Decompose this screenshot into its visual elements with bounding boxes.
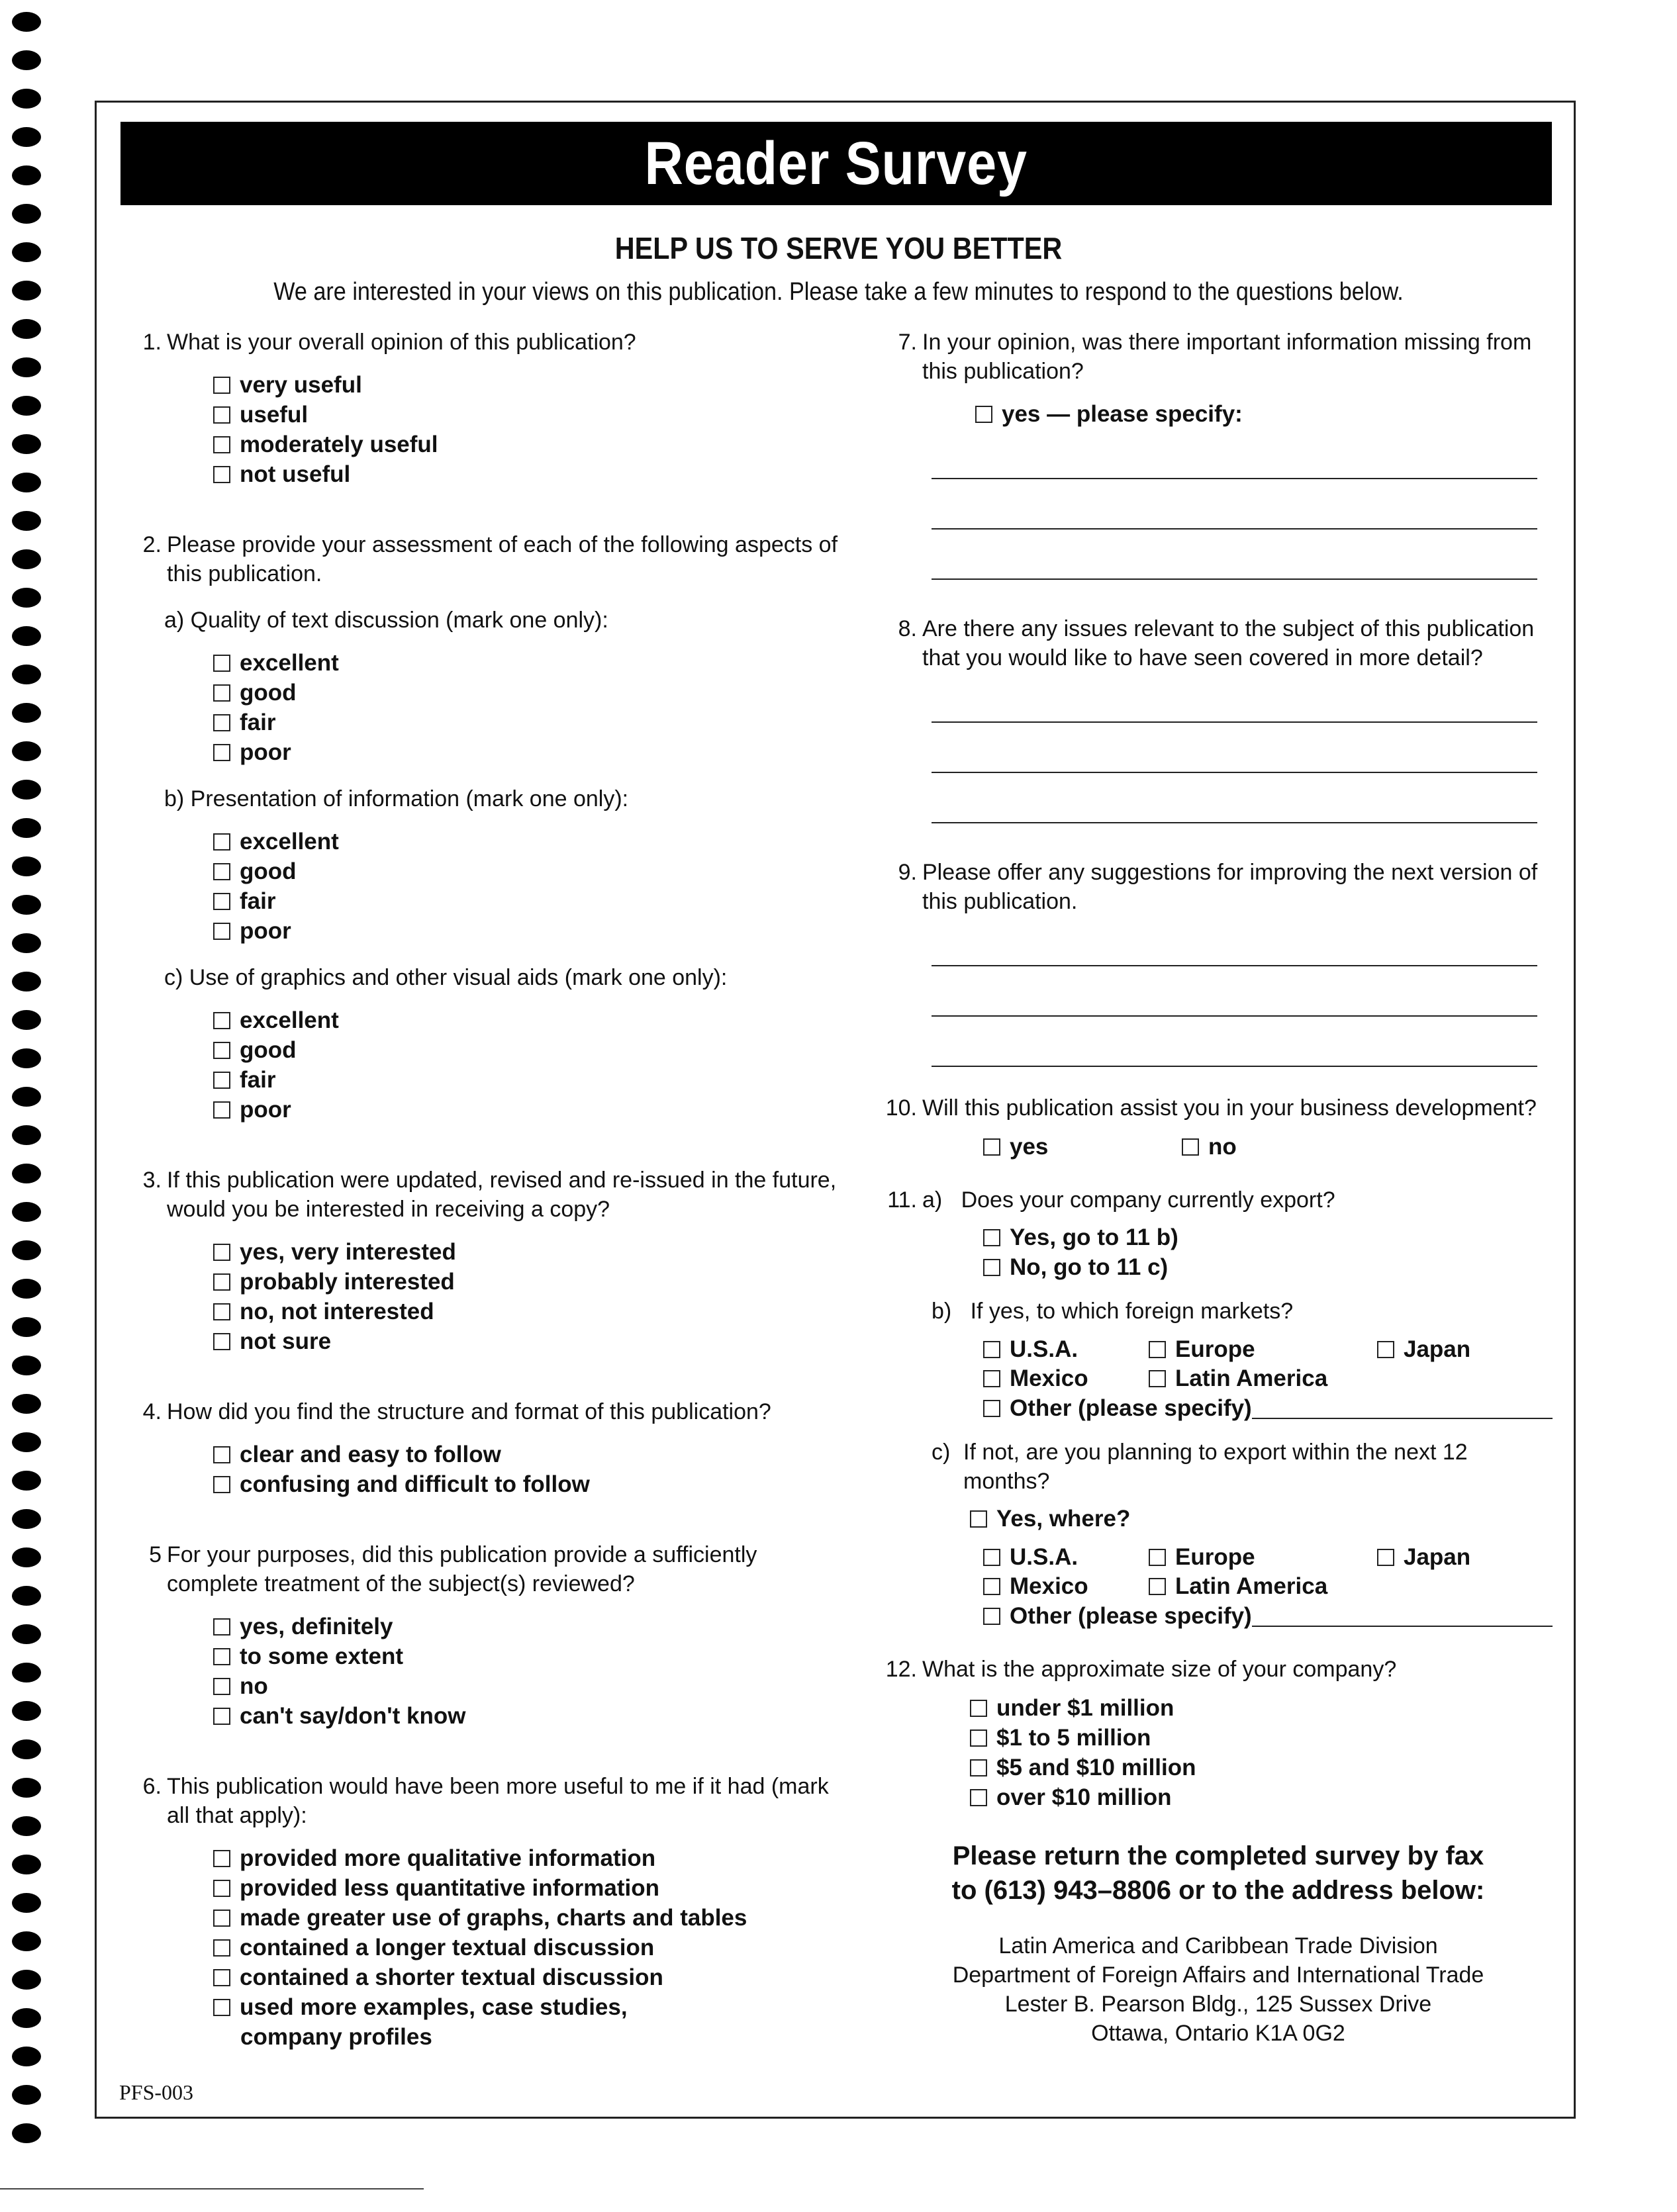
binding-hole (12, 588, 41, 608)
checkbox[interactable] (213, 1072, 230, 1089)
return-instructions (884, 1839, 1553, 1908)
binding-hole (12, 1010, 41, 1030)
checkbox[interactable] (213, 406, 230, 424)
question-text: Will this publication assist you in your business development? (922, 1095, 1537, 1121)
binding-hole (12, 1970, 41, 1990)
option-probably-interested[interactable]: probably interested (213, 1267, 849, 1297)
binding-hole (12, 319, 41, 339)
checkbox[interactable] (213, 1244, 230, 1261)
option-less-quantitative[interactable]: provided less quantitative information (213, 1873, 849, 1903)
option-fair[interactable]: fair (213, 708, 849, 737)
option-list (884, 1601, 1553, 1631)
question-12 (884, 1655, 1553, 1812)
binding-hole (12, 1931, 41, 1951)
option-5-and-10-million[interactable]: $5 and $10 million (970, 1753, 1553, 1782)
subpart-c (134, 963, 849, 1125)
checkbox[interactable] (213, 655, 230, 672)
question-number: 12. (885, 1657, 917, 1682)
option-excellent[interactable]: excellent (213, 827, 849, 856)
binding-hole (12, 1855, 41, 1874)
checkbox[interactable] (213, 1999, 230, 2016)
option-fair[interactable]: fair (213, 1065, 849, 1095)
binding-hole (12, 2008, 41, 2028)
option-list (884, 1393, 1553, 1423)
binding-hole (12, 1547, 41, 1567)
checkbox[interactable] (1149, 1578, 1166, 1595)
checkbox[interactable] (983, 1259, 1000, 1276)
binding-hole (12, 127, 41, 147)
checkbox[interactable] (975, 406, 992, 423)
option-list (884, 1222, 1553, 1282)
answer-lines (884, 429, 1553, 580)
binding-hole (12, 1356, 41, 1375)
option-usa[interactable]: U.S.A. (983, 1543, 1149, 1572)
question-number: 3. (142, 1168, 162, 1193)
binding-holes (12, 12, 45, 2196)
option-more-qualitative[interactable]: provided more qualitative information (213, 1843, 849, 1873)
option-longer-discussion[interactable]: contained a longer textual discussion (213, 1933, 849, 1962)
subpart-label: a) (922, 1187, 943, 1213)
checkbox[interactable] (213, 1303, 230, 1320)
subpart-a (134, 606, 849, 767)
question-text: Does your company currently export? (961, 1187, 1335, 1213)
question-number: 1. (142, 330, 162, 355)
question-3 (134, 1166, 849, 1356)
option-continuation: company profiles (240, 2023, 432, 2050)
question-9 (884, 858, 1553, 1067)
binding-hole (12, 1893, 41, 1913)
option-list (134, 1612, 849, 1731)
option-poor[interactable]: poor (213, 916, 849, 946)
page-title: Reader Survey (644, 130, 1028, 197)
question-text: Please offer any suggestions for improving the next version of this publication. (922, 860, 1538, 914)
form-code: PFS-003 (119, 2080, 194, 2104)
answer-lines (884, 672, 1553, 823)
question-number: 8. (898, 616, 917, 641)
binding-hole (12, 12, 41, 32)
option-yes[interactable]: yes (983, 1132, 1182, 1162)
question-text: What is your overall opinion of this publication? (167, 330, 636, 355)
option-list (884, 1693, 1553, 1812)
option-shorter-discussion[interactable]: contained a shorter textual discussion (213, 1962, 849, 1992)
checkbox[interactable] (970, 1729, 987, 1747)
checkbox[interactable] (213, 1678, 230, 1695)
option-under-1-million[interactable]: under $1 million (970, 1693, 1553, 1723)
question-5 (134, 1540, 849, 1731)
subtitle: HELP US TO SERVE YOU BETTER (614, 231, 1063, 265)
checkbox[interactable] (213, 1969, 230, 1986)
binding-hole (12, 2047, 41, 2066)
binding-hole (12, 665, 41, 684)
checkbox[interactable] (1377, 1341, 1394, 1358)
binding-hole (12, 933, 41, 953)
option-excellent[interactable]: excellent (213, 1005, 849, 1035)
option-no[interactable]: no (213, 1671, 849, 1701)
binding-hole (12, 741, 41, 761)
option-japan[interactable]: Japan (1377, 1543, 1509, 1572)
subpart-label: a) Quality of text discussion (mark one only): (164, 608, 608, 633)
question-1 (134, 328, 849, 489)
binding-hole (12, 1048, 41, 1068)
binding-hole (12, 1164, 41, 1183)
subpart-label: c) Use of graphics and other visual aids (mark one only): (164, 965, 728, 990)
binding-hole (12, 1202, 41, 1222)
binding-hole (12, 1240, 41, 1260)
checkbox[interactable] (213, 714, 230, 731)
option-cant-say[interactable]: can't say/don't know (213, 1701, 849, 1731)
question-text: What is the approximate size of your company? (922, 1657, 1397, 1682)
market-options-b (884, 1335, 1553, 1393)
title-banner (120, 122, 1552, 205)
option-list (134, 1237, 849, 1356)
binding-hole (12, 780, 41, 800)
checkbox[interactable] (213, 923, 230, 940)
address-line: Ottawa, Ontario K1A 0G2 (1091, 2021, 1345, 2046)
binding-hole (12, 549, 41, 569)
checkbox[interactable] (213, 1273, 230, 1291)
binding-hole (12, 357, 41, 377)
question-text: If yes, to which foreign markets? (970, 1299, 1294, 1324)
option-mexico[interactable]: Mexico (983, 1364, 1149, 1393)
checkbox[interactable] (983, 1400, 1000, 1417)
market-options-c (884, 1543, 1553, 1601)
binding-hole (12, 511, 41, 531)
right-column (884, 328, 1553, 2048)
option-more-graphs[interactable]: made greater use of graphs, charts and tables (213, 1903, 849, 1933)
binding-hole (12, 1663, 41, 1682)
option-yes-go-11b[interactable]: Yes, go to 11 b) (983, 1222, 1553, 1252)
option-more-examples[interactable]: used more examples, case studies, (213, 1992, 849, 2022)
binding-hole (12, 473, 41, 492)
question-6 (134, 1772, 849, 2052)
checkbox[interactable] (970, 1789, 987, 1806)
option-list (164, 648, 849, 767)
answer-line[interactable] (932, 530, 1537, 580)
binding-hole (12, 972, 41, 991)
mailing-address (884, 1931, 1553, 2048)
checkbox[interactable] (983, 1370, 1000, 1387)
binding-hole (12, 1125, 41, 1145)
option-europe[interactable]: Europe (1149, 1543, 1377, 1572)
binding-hole (12, 89, 41, 109)
answer-line[interactable] (932, 773, 1537, 823)
checkbox[interactable] (213, 863, 230, 880)
binding-hole (12, 856, 41, 876)
question-text: For your purposes, did this publication provide a sufficiently complete treatment of the subject(s) reviewed? (167, 1542, 757, 1596)
subpart-label: b) (932, 1299, 952, 1324)
option-other-specify[interactable]: Other (please specify) (983, 1393, 1553, 1423)
option-over-10-million[interactable]: over $10 million (970, 1782, 1553, 1812)
checkbox[interactable] (213, 436, 230, 453)
checkbox[interactable] (213, 893, 230, 910)
question-text: If not, are you planning to export within the next 12 months? (963, 1440, 1468, 1494)
option-good[interactable]: good (213, 1035, 849, 1065)
option-to-some-extent[interactable]: to some extent (213, 1641, 849, 1671)
binding-hole (12, 1586, 41, 1606)
question-number: 7. (898, 330, 917, 355)
option-list (164, 827, 849, 946)
question-number: 5 (149, 1542, 162, 1567)
question-number: 4. (142, 1399, 162, 1424)
question-text: Are there any issues relevant to the subject of this publication that you would like to have seen covered in more detail? (922, 616, 1535, 670)
checkbox[interactable] (213, 1446, 230, 1463)
checkbox[interactable] (213, 377, 230, 394)
option-good[interactable]: good (213, 856, 849, 886)
option-not-sure[interactable]: not sure (213, 1326, 849, 1356)
option-list (884, 399, 1553, 429)
checkbox[interactable] (213, 1042, 230, 1059)
option-mexico[interactable]: Mexico (983, 1572, 1149, 1601)
checkbox[interactable] (213, 1708, 230, 1725)
binding-hole (12, 1087, 41, 1107)
checkbox[interactable] (213, 1101, 230, 1119)
option-list (134, 1440, 849, 1499)
binding-hole (12, 1279, 41, 1299)
bottom-rule (0, 2188, 424, 2189)
question-2 (134, 530, 849, 1125)
question-text: In your opinion, was there important information missing from this publication? (922, 330, 1532, 384)
checkbox[interactable] (213, 1880, 230, 1897)
binding-hole (12, 626, 41, 646)
checkbox[interactable] (213, 1648, 230, 1665)
checkbox[interactable] (983, 1608, 1000, 1625)
option-no-go-11c[interactable]: No, go to 11 c) (983, 1252, 1553, 1282)
option-yes-where[interactable]: Yes, where? (970, 1504, 1553, 1534)
checkbox[interactable] (983, 1341, 1000, 1358)
subpart-b (134, 784, 849, 946)
answer-line[interactable] (932, 723, 1537, 773)
checkbox[interactable] (1149, 1549, 1166, 1566)
checkbox[interactable] (983, 1578, 1000, 1595)
question-text: Please provide your assessment of each of the following aspects of this publication. (167, 532, 838, 586)
binding-hole (12, 1624, 41, 1644)
left-column (134, 328, 849, 2093)
option-moderately-useful[interactable]: moderately useful (213, 430, 849, 459)
answer-line[interactable] (932, 916, 1537, 966)
option-latin-america[interactable]: Latin America (1149, 1572, 1377, 1601)
checkbox[interactable] (1149, 1341, 1166, 1358)
checkbox[interactable] (1149, 1370, 1166, 1387)
option-yes-very-interested[interactable]: yes, very interested (213, 1237, 849, 1267)
binding-hole (12, 242, 41, 262)
question-text: How did you find the structure and format of this publication? (167, 1399, 771, 1424)
checkbox[interactable] (970, 1510, 987, 1528)
checkbox[interactable] (970, 1700, 987, 1717)
option-yes-please-specify[interactable]: yes — please specify: (975, 399, 1553, 429)
binding-hole (12, 434, 41, 454)
question-number: 6. (142, 1774, 162, 1799)
question-number: 2. (142, 532, 162, 557)
binding-hole (12, 703, 41, 723)
checkbox[interactable] (213, 1939, 230, 1957)
address-line: Department of Foreign Affairs and International Trade (952, 1962, 1484, 1988)
checkbox[interactable] (213, 466, 230, 483)
question-4 (134, 1397, 849, 1499)
return-line: to (613) 943–8806 or to the address below: (951, 1876, 1485, 1905)
option-europe[interactable]: Europe (1149, 1335, 1377, 1364)
question-11 (884, 1185, 1553, 1631)
binding-hole (12, 396, 41, 416)
option-1-to-5-million[interactable]: $1 to 5 million (970, 1723, 1553, 1753)
address-line: Lester B. Pearson Bldg., 125 Sussex Drive (1004, 1992, 1432, 2017)
address-line: Latin America and Caribbean Trade Division (998, 1933, 1438, 1959)
option-list (164, 1005, 849, 1125)
intro-text: We are interested in your views on this publication. Please take a few minutes to respond to the questions below. (273, 278, 1404, 306)
checkbox[interactable] (213, 1910, 230, 1927)
checkbox[interactable] (213, 1618, 230, 1636)
answer-line[interactable] (932, 966, 1537, 1017)
binding-hole (12, 1778, 41, 1798)
other-specify-line[interactable] (1252, 1606, 1553, 1627)
binding-hole (12, 204, 41, 224)
option-useful[interactable]: useful (213, 400, 849, 430)
option-excellent[interactable]: excellent (213, 648, 849, 678)
answer-lines (884, 916, 1553, 1067)
return-line: Please return the completed survey by fax (952, 1841, 1484, 1870)
checkbox[interactable] (983, 1138, 1000, 1156)
binding-hole (12, 1509, 41, 1529)
option-poor[interactable]: poor (213, 1095, 849, 1125)
checkbox[interactable] (1182, 1138, 1199, 1156)
checkbox[interactable] (213, 1850, 230, 1867)
checkbox[interactable] (983, 1229, 1000, 1246)
binding-hole (12, 1432, 41, 1452)
answer-line[interactable] (932, 672, 1537, 723)
question-10 (884, 1093, 1553, 1162)
question-7 (884, 328, 1553, 580)
binding-hole (12, 281, 41, 300)
binding-hole (12, 1701, 41, 1721)
question-text: If this publication were updated, revised and re-issued in the future, would you be interested in receiving a copy? (167, 1168, 837, 1222)
option-list (134, 370, 849, 489)
binding-hole (12, 165, 41, 185)
checkbox[interactable] (1377, 1549, 1394, 1566)
option-list (884, 1132, 1553, 1162)
question-number: 9. (898, 860, 917, 885)
binding-hole (12, 895, 41, 915)
binding-hole (12, 1739, 41, 1759)
subpart-label: b) Presentation of information (mark one only): (164, 786, 629, 811)
option-very-useful[interactable]: very useful (213, 370, 849, 400)
option-usa[interactable]: U.S.A. (983, 1335, 1149, 1364)
option-not-useful[interactable]: not useful (213, 459, 849, 489)
question-8 (884, 614, 1553, 823)
option-yes-definitely[interactable]: yes, definitely (213, 1612, 849, 1641)
other-specify-line[interactable] (1252, 1398, 1553, 1419)
option-latin-america[interactable]: Latin America (1149, 1364, 1377, 1393)
checkbox[interactable] (970, 1759, 987, 1776)
checkbox[interactable] (213, 1333, 230, 1350)
option-no-not-interested[interactable]: no, not interested (213, 1297, 849, 1326)
binding-hole (12, 1816, 41, 1836)
binding-hole (12, 50, 41, 70)
option-good[interactable]: good (213, 678, 849, 708)
checkbox[interactable] (213, 744, 230, 761)
option-clear-and-easy[interactable]: clear and easy to follow (213, 1440, 849, 1469)
option-confusing[interactable]: confusing and difficult to follow (213, 1469, 849, 1499)
checkbox[interactable] (983, 1549, 1000, 1566)
question-text: This publication would have been more useful to me if it had (mark all that apply): (167, 1774, 829, 1828)
binding-hole (12, 2085, 41, 2105)
option-list (884, 1504, 1553, 1534)
answer-line[interactable] (932, 429, 1537, 479)
binding-hole (12, 1317, 41, 1337)
question-number: 11. (887, 1187, 917, 1213)
checkbox[interactable] (213, 1476, 230, 1493)
option-other-specify[interactable]: Other (please specify) (983, 1601, 1553, 1631)
question-number: 10. (885, 1095, 917, 1121)
option-poor[interactable]: poor (213, 737, 849, 767)
checkbox[interactable] (213, 833, 230, 851)
binding-hole (12, 1471, 41, 1491)
binding-hole (12, 818, 41, 838)
option-list (134, 1843, 849, 2052)
option-fair[interactable]: fair (213, 886, 849, 916)
binding-hole (12, 1394, 41, 1414)
binding-hole (12, 2123, 41, 2143)
checkbox[interactable] (213, 1012, 230, 1029)
option-no[interactable]: no (1182, 1132, 1380, 1162)
answer-line[interactable] (932, 479, 1537, 530)
answer-line[interactable] (932, 1017, 1537, 1067)
option-japan[interactable]: Japan (1377, 1335, 1509, 1364)
subpart-label: c) (932, 1440, 951, 1465)
checkbox[interactable] (213, 684, 230, 702)
